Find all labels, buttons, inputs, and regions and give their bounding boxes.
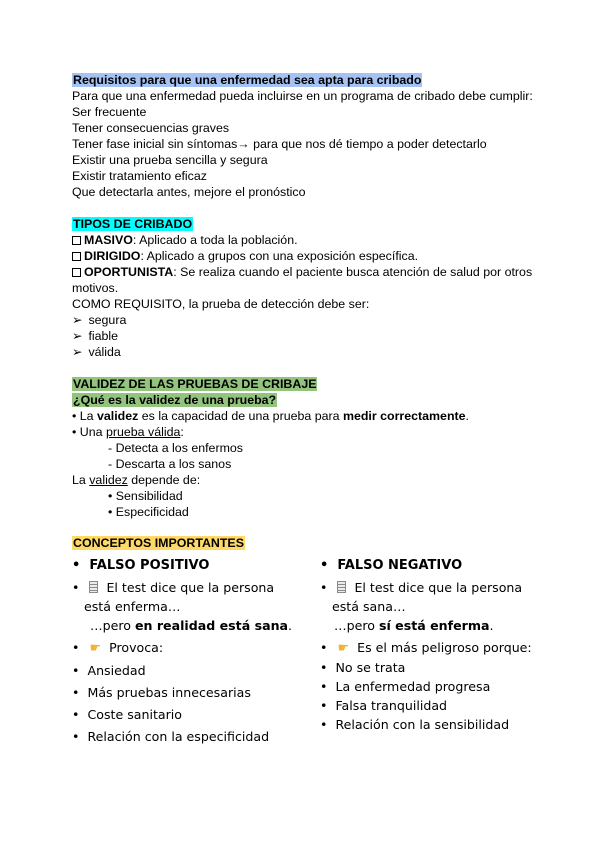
- pointing-hand-icon: ☛: [89, 641, 102, 656]
- tipo-item-continuation: motivos.: [72, 281, 119, 295]
- requisitos-intro: Para que una enfermedad pueda incluirse en un programa de cribado debe cumplir:: [72, 89, 533, 103]
- section-title-validez: VALIDEZ DE LAS PRUEBAS DE CRIBAJE: [73, 377, 317, 391]
- falso-positivo-item: Más pruebas innecesarias: [87, 685, 251, 700]
- section-title-tipos: TIPOS DE CRIBADO: [73, 217, 193, 231]
- requisito-item: Tener fase inicial sin síntomas→ para que nos dé tiempo a poder detectarlo: [72, 137, 487, 151]
- section-tipos: [72, 216, 542, 360]
- requisito-item: Ser frecuente: [72, 105, 147, 119]
- validez-definition: • La validez es la capacidad de una prueba para medir correctamente.: [72, 409, 469, 423]
- document-icon: [89, 581, 98, 593]
- section-requisitos: [72, 72, 542, 200]
- requisito-prueba-item: ➢ válida: [72, 345, 121, 359]
- prueba-valida-item: - Descarta a los sanos: [108, 457, 232, 471]
- falso-negativo-item: Relación con la sensibilidad: [335, 717, 510, 732]
- document-icon: [337, 581, 346, 593]
- requisito-item: Tener consecuencias graves: [72, 121, 230, 135]
- requisito-prueba-item: ➢ segura: [72, 313, 127, 327]
- falso-negativo-column: • FALSO NEGATIVO • El test dice que la persona está sana… …pero sí está enferma. • ☛ Es el más peligroso porque: • No se trata • La enfermedad progresa • Falsa tranquilidad • Relación con la sensibilidad: [320, 558, 532, 732]
- section-title-conceptos: CONCEPTOS IMPORTANTES: [73, 536, 244, 550]
- falso-positivo-item: Ansiedad: [87, 663, 146, 678]
- tipo-item: OPORTUNISTA: Se realiza cuando el paciente busca atención de salud por otros: [72, 264, 542, 280]
- requisito-prueba-item: ➢ fiable: [72, 329, 119, 343]
- prueba-valida-item: - Detecta a los enfermos: [108, 441, 243, 455]
- validez-question: ¿Qué es la validez de una prueba?: [73, 393, 277, 407]
- requisito-item: Existir una prueba sencilla y segura: [72, 153, 268, 167]
- tipo-item: MASIVO: Aplicado a toda la población.: [72, 232, 542, 248]
- prueba-valida-line: • Una prueba válida:: [72, 425, 184, 439]
- falso-positivo-item: Coste sanitario: [87, 707, 182, 722]
- requisito-item: Que detectarla antes, mejore el pronóstico: [72, 185, 306, 199]
- arrowhead-icon: ➢: [72, 329, 83, 343]
- arrowhead-icon: ➢: [72, 345, 83, 359]
- requisito-prueba-intro: COMO REQUISITO, la prueba de detección debe ser:: [72, 297, 370, 311]
- validez-depende-line: La validez depende de:: [72, 473, 201, 487]
- pointing-hand-icon: ☛: [337, 641, 350, 656]
- arrowhead-icon: ➢: [72, 313, 83, 327]
- validez-depende-item: • Especificidad: [108, 505, 189, 519]
- tipo-item: DIRIGIDO: Aplicado a grupos con una exposición específica.: [72, 248, 542, 264]
- falso-negativo-heading: FALSO NEGATIVO: [337, 558, 463, 573]
- falso-positivo-heading: FALSO POSITIVO: [89, 558, 210, 573]
- falso-negativo-item: La enfermedad progresa: [335, 679, 491, 694]
- section-conceptos: [72, 535, 542, 551]
- falso-positivo-item: Relación con la especificidad: [87, 729, 270, 744]
- checkbox-square-icon: [72, 236, 81, 245]
- falso-positivo-column: • FALSO POSITIVO • El test dice que la persona está enferma… …pero en realidad está sana. • ☛ Provoca: • Ansiedad • Más pruebas innecesarias • Coste sanitario • Relación con la especificidad: [72, 558, 293, 744]
- checkbox-square-icon: [72, 252, 81, 261]
- section-title-requisitos: Requisitos para que una enfermedad sea apta para cribado: [73, 73, 422, 87]
- falso-negativo-item: Falsa tranquilidad: [335, 698, 448, 713]
- requisito-item: Existir tratamiento eficaz: [72, 169, 207, 183]
- falso-negativo-item: No se trata: [335, 660, 406, 675]
- validez-depende-item: • Sensibilidad: [108, 489, 183, 503]
- checkbox-square-icon: [72, 268, 81, 277]
- section-validez: [72, 376, 542, 520]
